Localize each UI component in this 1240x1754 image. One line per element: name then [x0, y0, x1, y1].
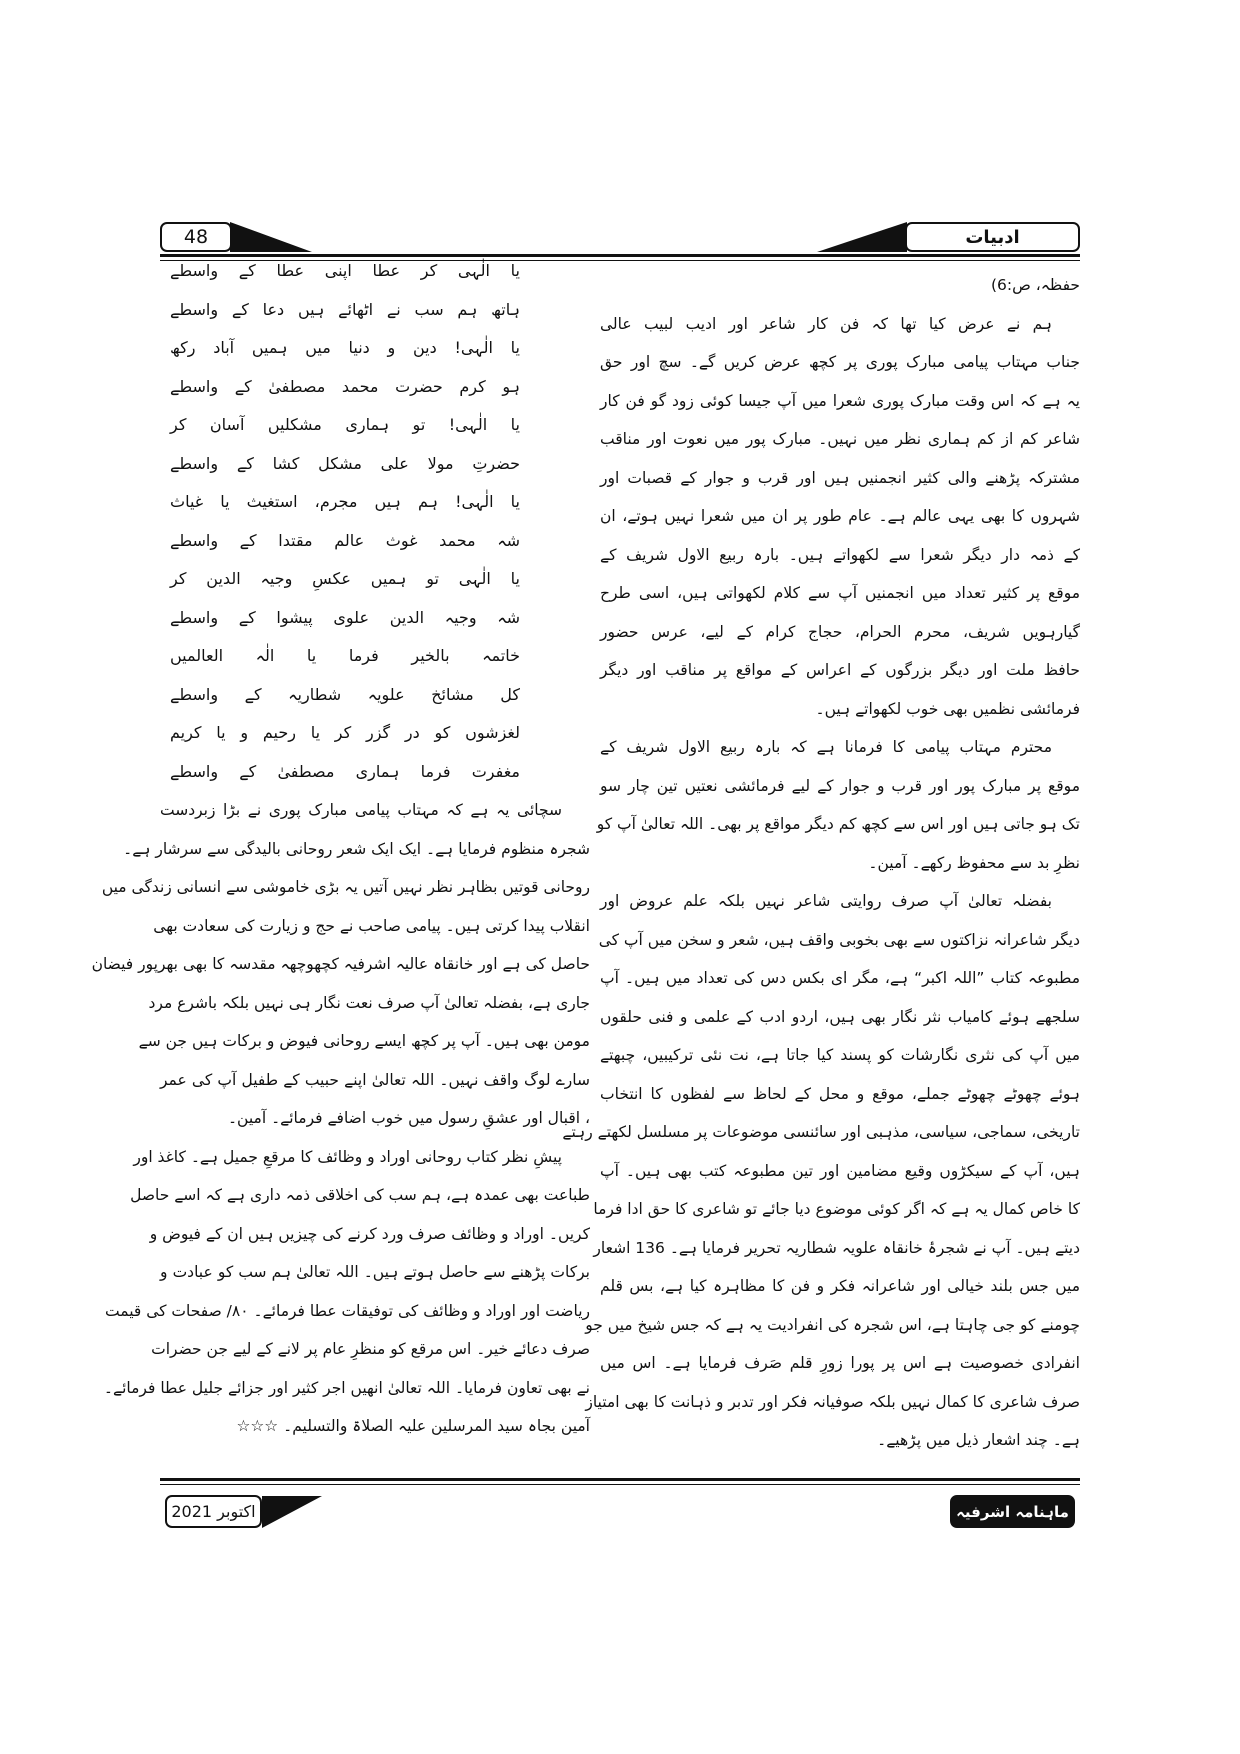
text-line: مومن بھی ہیں۔ آپ پر کچھ ایسے روحانی فیوض و برکات ہیں جن سے — [138, 1032, 590, 1050]
text-line: چومنے کو جی چاہتا ہے، اس شجرہ کی انفرادیت یہ ہے کہ جس شیخ میں جو — [585, 1315, 1080, 1334]
poem-line: لغزشوں کو در گزر کر یا رحیم و یا کریم — [170, 723, 520, 742]
poem-line: حضرتِ مولا علی مشکل کشا کے واسطے — [170, 453, 520, 473]
text-line: ہوئے چھوٹے چھوٹے جملے، موقع و محل کے لحاظ سے لفظوں کا انتخاب — [600, 1084, 1080, 1103]
text-line: جناب مہتاب پیامی مبارک پوری پر کچھ عرض کریں گے۔ سچ اور حق — [600, 353, 1080, 371]
text-line: تک ہو جاتی ہیں اور اس سے کچھ کم دیگر مواقع پر بھی۔ اللہ تعالیٰ آپ کو — [596, 815, 1080, 833]
left-column-prose — [91, 791, 590, 1446]
poem-line: خاتمہ بالخیر فرما یا الٰہ العالمیں — [170, 646, 520, 665]
footer-rule — [160, 1478, 1080, 1481]
poem-line: مغفرت فرما ہماری مصطفیٰ کے واسطے — [170, 761, 520, 781]
text-line: سچائی یہ ہے کہ مہتاب پیامی مبارک پوری نے بڑا زبردست — [160, 801, 562, 819]
poem-line: یا الٰہی! تو ہماری مشکلیں آسان کر — [170, 415, 520, 434]
text-line: انقلاب پیدا کرتی ہیں۔ پیامی صاحب نے حج و زیارت کی سعادت بھی — [153, 916, 590, 935]
poem-line: یا الٰہی تو ہمیں عکسِ وجیہ الدین کر — [170, 569, 520, 588]
footer-left-wedge — [262, 1496, 322, 1528]
poem-line: یا الٰہی! دین و دنیا میں ہمیں آباد رکھ — [170, 338, 520, 357]
text-line: پیشِ نظر کتاب روحانی اوراد و وظائف کا مرقعِ جمیل ہے۔ کاغذ اور — [133, 1147, 562, 1166]
header-left-wedge — [230, 222, 312, 252]
section-title-box — [905, 222, 1080, 252]
text-line: شہروں کا بھی یہی عالم ہے۔ عام طور پر ان میں شعرا نہیں ہوتے، ان — [600, 507, 1080, 525]
text-line: طباعت بھی عمدہ ہے، ہم سب کی اخلاقی ذمہ داری ہے کہ اسے حاصل — [130, 1186, 590, 1204]
footer-rule-thin — [160, 1484, 1080, 1485]
text-line: ہے۔ چند اشعار ذیل میں پڑھیے۔ — [877, 1431, 1080, 1449]
text-line: میں جس بلند خیالی اور شاعرانہ فکر و فن کا مظاہرہ کیا ہے، بس قلم — [600, 1277, 1080, 1295]
text-line: تاریخی، سماجی، سیاسی، مذہبی اور سائنسی موضوعات پر مسلسل لکھتے رہتے — [562, 1123, 1080, 1141]
text-line: محترم مہتاب پیامی کا فرمانا ہے کہ بارہ ربیع الاول شریف کے — [600, 738, 1052, 756]
text-line: ریاضت اور اوراد و وظائف کی توفیقات عطا فرمائے۔ ۸۰/ صفحات کی قیمت — [105, 1301, 590, 1320]
text-line: آمین بجاہ سید المرسلین علیہ الصلاۃ والتسلیم۔ ☆☆☆ — [236, 1417, 590, 1435]
page-number: 48 — [183, 226, 209, 248]
text-line: دیتے ہیں۔ آپ نے شجرۂ خانقاہ علویہ شطاریہ تحریر فرمایا ہے۔ 136 اشعار — [593, 1238, 1080, 1257]
text-line: شاعر کم از کم ہماری نظر میں نہیں۔ مبارک پور میں نعوت اور مناقب — [600, 430, 1080, 448]
text-line: کا خاص کمال یہ ہے کہ اگر کوئی موضوع دیا جائے تو شاعری کا حق ادا فرما — [593, 1200, 1080, 1218]
text-line: ہم نے عرض کیا تھا کہ فن کار شاعر اور ادیب لبیب عالی — [600, 314, 1052, 333]
text-line: دیگر شاعرانہ نزاکتوں سے بھی بخوبی واقف ہیں، شعر و سخن میں آپ کی — [598, 930, 1080, 949]
section-title: ادبیات — [965, 226, 1020, 248]
text-line: مطبوعہ کتاب ”اللہ اکبر“ ہے، مگر ای بکس دس کی تعداد میں ہیں۔ آپ — [600, 969, 1080, 987]
magazine-name: ماہنامہ اشرفیہ — [956, 1502, 1069, 1521]
text-line: مشترکہ پڑھنے والی کثیر انجمنیں ہیں اور قرب و جوار کے قصبات اور — [600, 468, 1080, 487]
text-line: ، اقبال اور عشقِ رسول میں خوب اضافے فرمائے۔ آمین۔ — [227, 1109, 590, 1127]
right-column — [562, 266, 1080, 1460]
text-line: حفظہ، ص:6) — [990, 276, 1080, 294]
poem-line: ہاتھ ہم سب نے اٹھائے ہیں دعا کے واسطے — [170, 299, 520, 319]
text-line: کے ذمہ دار دیگر شعرا سے لکھواتے ہیں۔ بارہ ربیع الاول شریف کے — [600, 545, 1080, 564]
text-line: یہ ہے کہ اس وقت مبارک پوری شعرا میں آپ جیسا کوئی زود گو فن کار — [600, 391, 1080, 410]
poem-line: یا الٰہی! ہم ہیں مجرم، استغیث یا غیاث — [170, 492, 520, 511]
poem-line: شہ وجیہ الدین علوی پیشوا کے واسطے — [170, 607, 520, 627]
text-line: حافظ ملت اور دیگر بزرگوں کے اعراس کے مواقع پر مناقب اور دیگر — [600, 661, 1080, 679]
text-line: موقع پر کثیر تعداد میں انجمنیں آپ سے کلام لکھواتی ہیں، اسی طرح — [600, 584, 1080, 602]
issue-date-box — [165, 1495, 262, 1528]
text-line: سلجھے ہوئے کامیاب نثر نگار بھی ہیں، اردو ادب کے علمی و فنی حلقوں — [600, 1007, 1080, 1026]
text-line: میں آپ کی نثری نگارشات کو پسند کیا جاتا ہے، نت نئی ترکیبیں، چبھتے — [600, 1046, 1080, 1064]
text-line: حاصل کی ہے اور خانقاہ عالیہ اشرفیہ کچھوچھہ مقدسہ کا بھی بھرپور فیضان — [91, 955, 590, 973]
text-line: صرف شاعری کا کمال نہیں بلکہ صوفیانہ فکر اور تدبر و ذہانت کا بھی امتیاز — [585, 1392, 1080, 1411]
text-line: بفضلہ تعالیٰ آپ صرف روایتی شاعر نہیں بلکہ علم عروض اور — [600, 892, 1052, 910]
text-line: کریں۔ اوراد و وظائف صرف ورد کرنے کی چیزیں ہیں ان کے فیوض و — [149, 1224, 590, 1243]
poem-line: ہو کرم حضرت محمد مصطفیٰ کے واسطے — [170, 376, 520, 396]
text-line: گیارہویں شریف، محرم الحرام، حجاج کرام کے لیے، عرس حضور — [600, 622, 1080, 641]
text-line: جاری ہے، بفضلہ تعالیٰ آپ صرف نعت نگار ہی نہیں بلکہ باشرع مرد — [148, 993, 590, 1012]
poem-line: شہ محمد غوث عالم مقتدا کے واسطے — [170, 530, 520, 550]
text-line: نے بھی تعاون فرمایا۔ اللہ تعالیٰ انھیں اجر کثیر اور جزائے جلیل عطا فرمائے۔ — [103, 1378, 590, 1397]
text-line: صرف دعائے خیر۔ اس مرقع کو منظرِ عام پر لانے کے لیے جن حضرات — [151, 1340, 590, 1358]
poem-line: یا الٰہی کر عطا اپنی عطا کے واسطے — [170, 261, 520, 280]
text-line: روحانی قوتیں بظاہر نظر نہیں آتیں یہ بڑی خاموشی سے انسانی زندگی میں — [101, 878, 590, 896]
issue-date: اکتوبر 2021 — [171, 1502, 256, 1521]
poem — [160, 252, 590, 791]
header-right-wedge — [817, 222, 907, 252]
text-line: نظرِ بد سے محفوظ رکھے۔ آمین۔ — [868, 853, 1080, 872]
magazine-name-box — [950, 1495, 1075, 1528]
text-line: برکات پڑھنے سے حاصل ہوتے ہیں۔ اللہ تعالیٰ ہم سب کو عبادت و — [160, 1263, 590, 1281]
page-number-box — [160, 222, 232, 252]
text-line: سارے لوگ واقف نہیں۔ اللہ تعالیٰ اپنے حبیب کے طفیل آپ کی عمر — [160, 1070, 590, 1089]
text-line: موقع پر مبارک پور اور قرب و جوار کے لیے فرمائشی نعتیں تین چار سو — [600, 776, 1080, 795]
text-line: شجرہ منظوم فرمایا ہے۔ ایک ایک شعر روحانی بالیدگی سے سرشار ہے۔ — [123, 839, 590, 858]
text-line: فرمائشی نظمیں بھی خوب لکھواتے ہیں۔ — [815, 699, 1080, 718]
text-line: ہیں، آپ کے سیکڑوں وقیع مضامین اور تین مطبوعہ کتب بھی ہیں۔ آپ — [600, 1161, 1080, 1180]
text-line: انفرادی خصوصیت ہے اس پر پورا زورِ قلم صَرف فرمایا ہے۔ اس میں — [600, 1354, 1080, 1372]
poem-line: کل مشائخ علویہ شطاریہ کے واسطے — [170, 684, 520, 704]
